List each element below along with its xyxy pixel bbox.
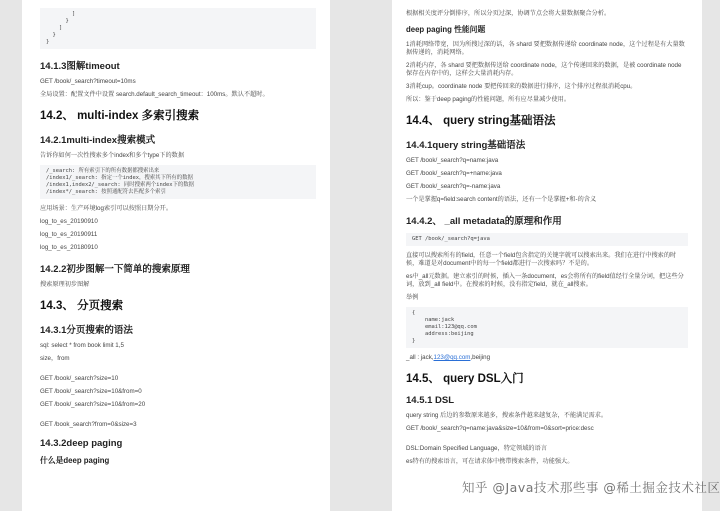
qs-get-2: GET /book/_search?q=+name:java — [406, 170, 502, 177]
memory-cost-text: 2消耗内存，各 shard 要把数据传送给 coordinate node，这个传递回来的数据，是被 coordinate node 保存在内存中的，这样会大量消耗内存。 — [406, 62, 682, 77]
section-heading-query-string: 14.4、 query string基础语法 — [406, 115, 556, 127]
paging-get-4: GET /book_search?from=0&size=3 — [40, 421, 137, 428]
paging-get-2: GET /book/_search?size=10&from=0 — [40, 388, 142, 395]
dsl-name-text: DSL:Domain Specified Language，特定领域的语言 — [406, 445, 547, 452]
section-heading-paging-syntax: 14.3.1分页搜索的语法 — [40, 325, 133, 336]
left-page — [22, 0, 330, 511]
scenario-text: 应用场景：生产环境log索引可以按照日期分开。 — [40, 205, 173, 212]
qs-description: 一个是掌握q=field:search content的语法，还有一个是掌握+和-的含义 — [406, 196, 597, 203]
avoid-text: 所以：鉴于deep paging的性能问题，所有应尽量减少使用。 — [406, 96, 571, 103]
all-code-block: GET /book/_search?q=java — [406, 233, 688, 246]
intro-text: 根据相关度评分倒排序，所以分页过深，协调节点会将大量数据聚合分析。 — [406, 10, 611, 17]
dsl-description: query string 后边的参数原来越多，搜索条件越来越复杂，不能满足需求。 — [406, 412, 608, 419]
all-field-prefix: _all : jack, — [406, 354, 434, 361]
paging-get-3: GET /book/_search?size=10&from=20 — [40, 401, 146, 408]
what-is-deep-paging: 什么是deep paging — [40, 456, 110, 465]
qs-get-1: GET /book/_search?q=name:java — [406, 157, 499, 164]
all-paragraph-1: 直接可以搜索所有的field，任意一个field包含指定的关键字就可以搜索出来。我们在进行中搜索的时候，难道是对document中的每一个field都进行一次搜索吗？不是的。 — [406, 252, 677, 267]
section-heading-dsl-1: 14.5.1 DSL — [406, 395, 455, 406]
qs-get-3: GET /book/_search?q=-name:java — [406, 183, 501, 190]
section-heading-multi-index: 14.2、 multi-index 多索引搜索 — [40, 110, 200, 122]
timeout-get-text: GET /book/_search?timeout=10ms — [40, 78, 136, 85]
log-index-1: log_to_es_20190910 — [40, 218, 98, 225]
all-field-line — [406, 354, 688, 362]
watermark-text: 知乎 @Java技术那些事 @稀土掘金技术社区 — [462, 480, 720, 495]
all-paragraph-2: es中_all元数据。建立索引的时候，插入一条document，es会将所有的field值经行全量分词，把这些分词，放到_all field中。在搜索的时候，没有指定field，就在_all搜索。 — [406, 273, 684, 288]
section-heading-dsl: 14.5、 query DSL入门 — [406, 373, 524, 385]
example-code-block: { name:jack email:123@qq.com address:beijing } — [406, 307, 688, 348]
all-field-suffix: ,beijing — [470, 354, 491, 361]
dsl-es-text: es特有的搜索语言，可在请求体中携带搜索条件，功能强大。 — [406, 458, 574, 465]
section-heading-qs-basic: 14.4.1query string基础语法 — [406, 140, 526, 151]
section-heading-paging: 14.3、 分页搜索 — [40, 300, 124, 312]
section-heading-deep-paging: 14.3.2deep paging — [40, 438, 123, 449]
network-cost-text: 1消耗网络带宽，因为所搜过深的话，各 shard 要把数据传递给 coordinate node，这个过程是有大量数据传递的，消耗网络。 — [406, 41, 685, 56]
json-code-block: ] } ] } } — [40, 8, 316, 49]
deep-paging-performance-heading: deep paging 性能问题 — [406, 25, 486, 34]
log-index-2: log_to_es_20190911 — [40, 231, 98, 238]
multi-index-description: 告诉你如何一次性搜索多个index和多个type下的数据 — [40, 152, 185, 159]
paging-get-1: GET /book/_search?size=10 — [40, 375, 119, 382]
size-from-text: size，from — [40, 355, 70, 362]
right-page — [392, 0, 702, 511]
cpu-cost-text: 3消耗cup。coordinate node 要把传回来的数据进行排序，这个排序过程很消耗cpu。 — [406, 83, 637, 90]
multi-index-code-block: /_search: 所有索引下的所有数据都搜索出来 /index1/_search: 指定一个index，搜索其下所有的数据 /index1,index2/_search: 同时搜索两个index下的数据 /index*/_search: 按照通配符去匹配多个索引 — [40, 165, 316, 199]
section-heading-principle: 14.2.2初步图解一下简单的搜索原理 — [40, 264, 190, 275]
example-label: 举例 — [406, 294, 419, 301]
section-heading-all-metadata: 14.4.2、 _all metadata的原理和作用 — [406, 216, 562, 227]
dsl-get-text: GET /book/_search?q=name:java&size=10&from=0&sort=price:desc — [406, 425, 594, 432]
section-heading-timeout: 14.1.3图解timeout — [40, 61, 120, 72]
sql-text: sql: select * from book limit 1,5 — [40, 342, 124, 349]
timeout-global-text: 全局设置：配置文件中设置 search.default_search_timeout：100ms。默认不超时。 — [40, 91, 269, 98]
section-heading-multi-index-mode: 14.2.1multi-index搜索模式 — [40, 135, 156, 146]
log-index-3: log_to_es_20180910 — [40, 244, 98, 251]
principle-text: 搜索原理初步图解 — [40, 281, 90, 288]
email-link[interactable]: 123@qq.com — [433, 354, 471, 361]
